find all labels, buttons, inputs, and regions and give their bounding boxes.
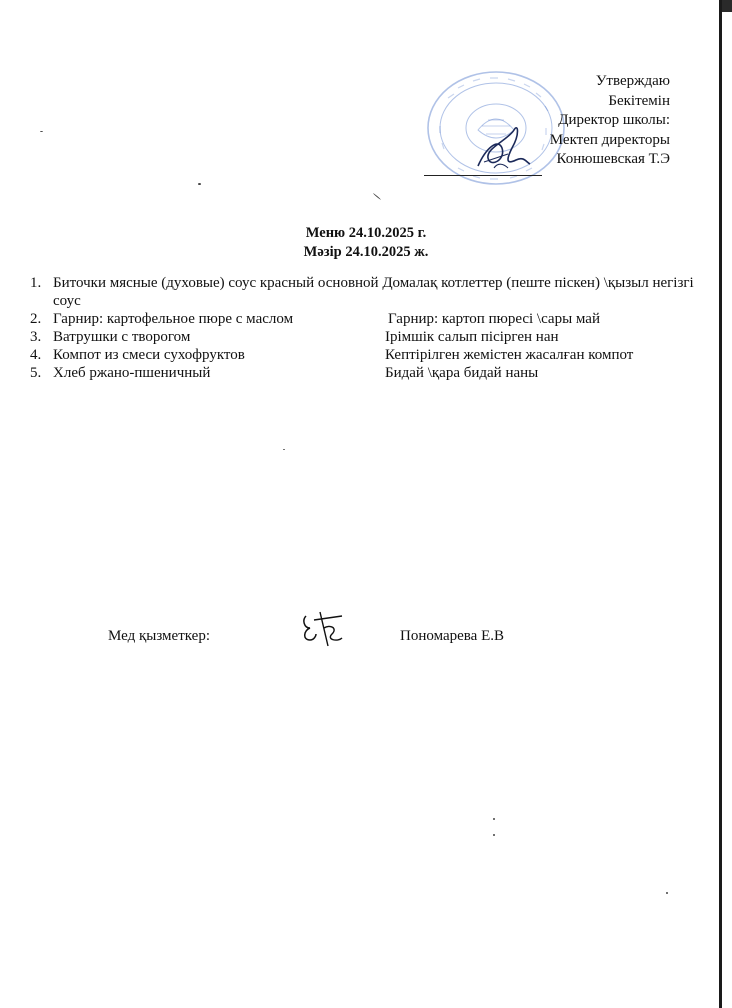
menu-item-kz: Кептірілген жемістен жасалған компот <box>385 347 634 363</box>
medical-worker-name: Пономарева Е.В <box>400 628 504 644</box>
director-signature-line <box>424 175 542 176</box>
menu-list <box>30 274 710 382</box>
menu-item-1 <box>30 274 710 310</box>
menu-item-number: 4. <box>30 347 42 363</box>
approval-line-approve-ru: Утверждаю <box>595 73 670 89</box>
menu-item-2 <box>30 310 710 328</box>
scan-speck <box>198 183 201 185</box>
scan-speck <box>283 449 285 450</box>
menu-item-number: 3. <box>30 329 42 345</box>
approval-line-director-ru: Директор школы: <box>558 112 670 128</box>
medical-worker-signature <box>298 606 346 650</box>
menu-item-ru: Ватрушки с творогом <box>53 329 191 345</box>
scan-speck <box>493 818 495 820</box>
scan-speck <box>373 193 381 200</box>
approval-line-director-kz: Мектеп директоры <box>549 131 670 148</box>
menu-item-5 <box>30 364 710 382</box>
menu-item-text: Биточки мясные (духовые) соус красный основной Домалақ котлеттер (пеште піскен) \қызыл негізгі соус <box>53 275 694 309</box>
approval-line-approve-kz: Бекітемін <box>608 92 670 109</box>
scan-speck <box>666 892 668 894</box>
menu-title-kz: Мәзір 24.10.2025 ж. <box>303 244 429 260</box>
menu-titles <box>0 224 732 262</box>
scan-edge-mark <box>722 0 732 12</box>
menu-title-ru: Меню 24.10.2025 г. <box>305 225 427 241</box>
menu-item-4 <box>30 346 710 364</box>
scan-speck <box>493 834 495 836</box>
menu-item-3 <box>30 328 710 346</box>
menu-item-ru: Компот из смеси сухофруктов <box>53 347 245 363</box>
menu-item-kz: Бидай \қара бидай наны <box>385 365 539 381</box>
medical-worker-label: Мед қызметкер: <box>108 628 211 644</box>
menu-item-kz: Ірімшік салып пісірген нан <box>385 329 559 345</box>
menu-item-kz: Гарнир: картоп пюресі \сары май <box>388 311 600 327</box>
menu-item-number: 5. <box>30 365 42 381</box>
approval-block <box>420 72 670 170</box>
approval-line-director-name: Конюшевская Т.Э <box>556 151 670 167</box>
menu-item-ru: Хлеб ржано-пшеничный <box>53 365 211 381</box>
menu-item-number: 1. <box>30 275 42 291</box>
scan-speck <box>40 131 43 132</box>
menu-item-number: 2. <box>30 311 42 327</box>
menu-item-ru: Гарнир: картофельное пюре с маслом <box>53 311 294 327</box>
page-edge-shadow <box>719 0 722 1008</box>
